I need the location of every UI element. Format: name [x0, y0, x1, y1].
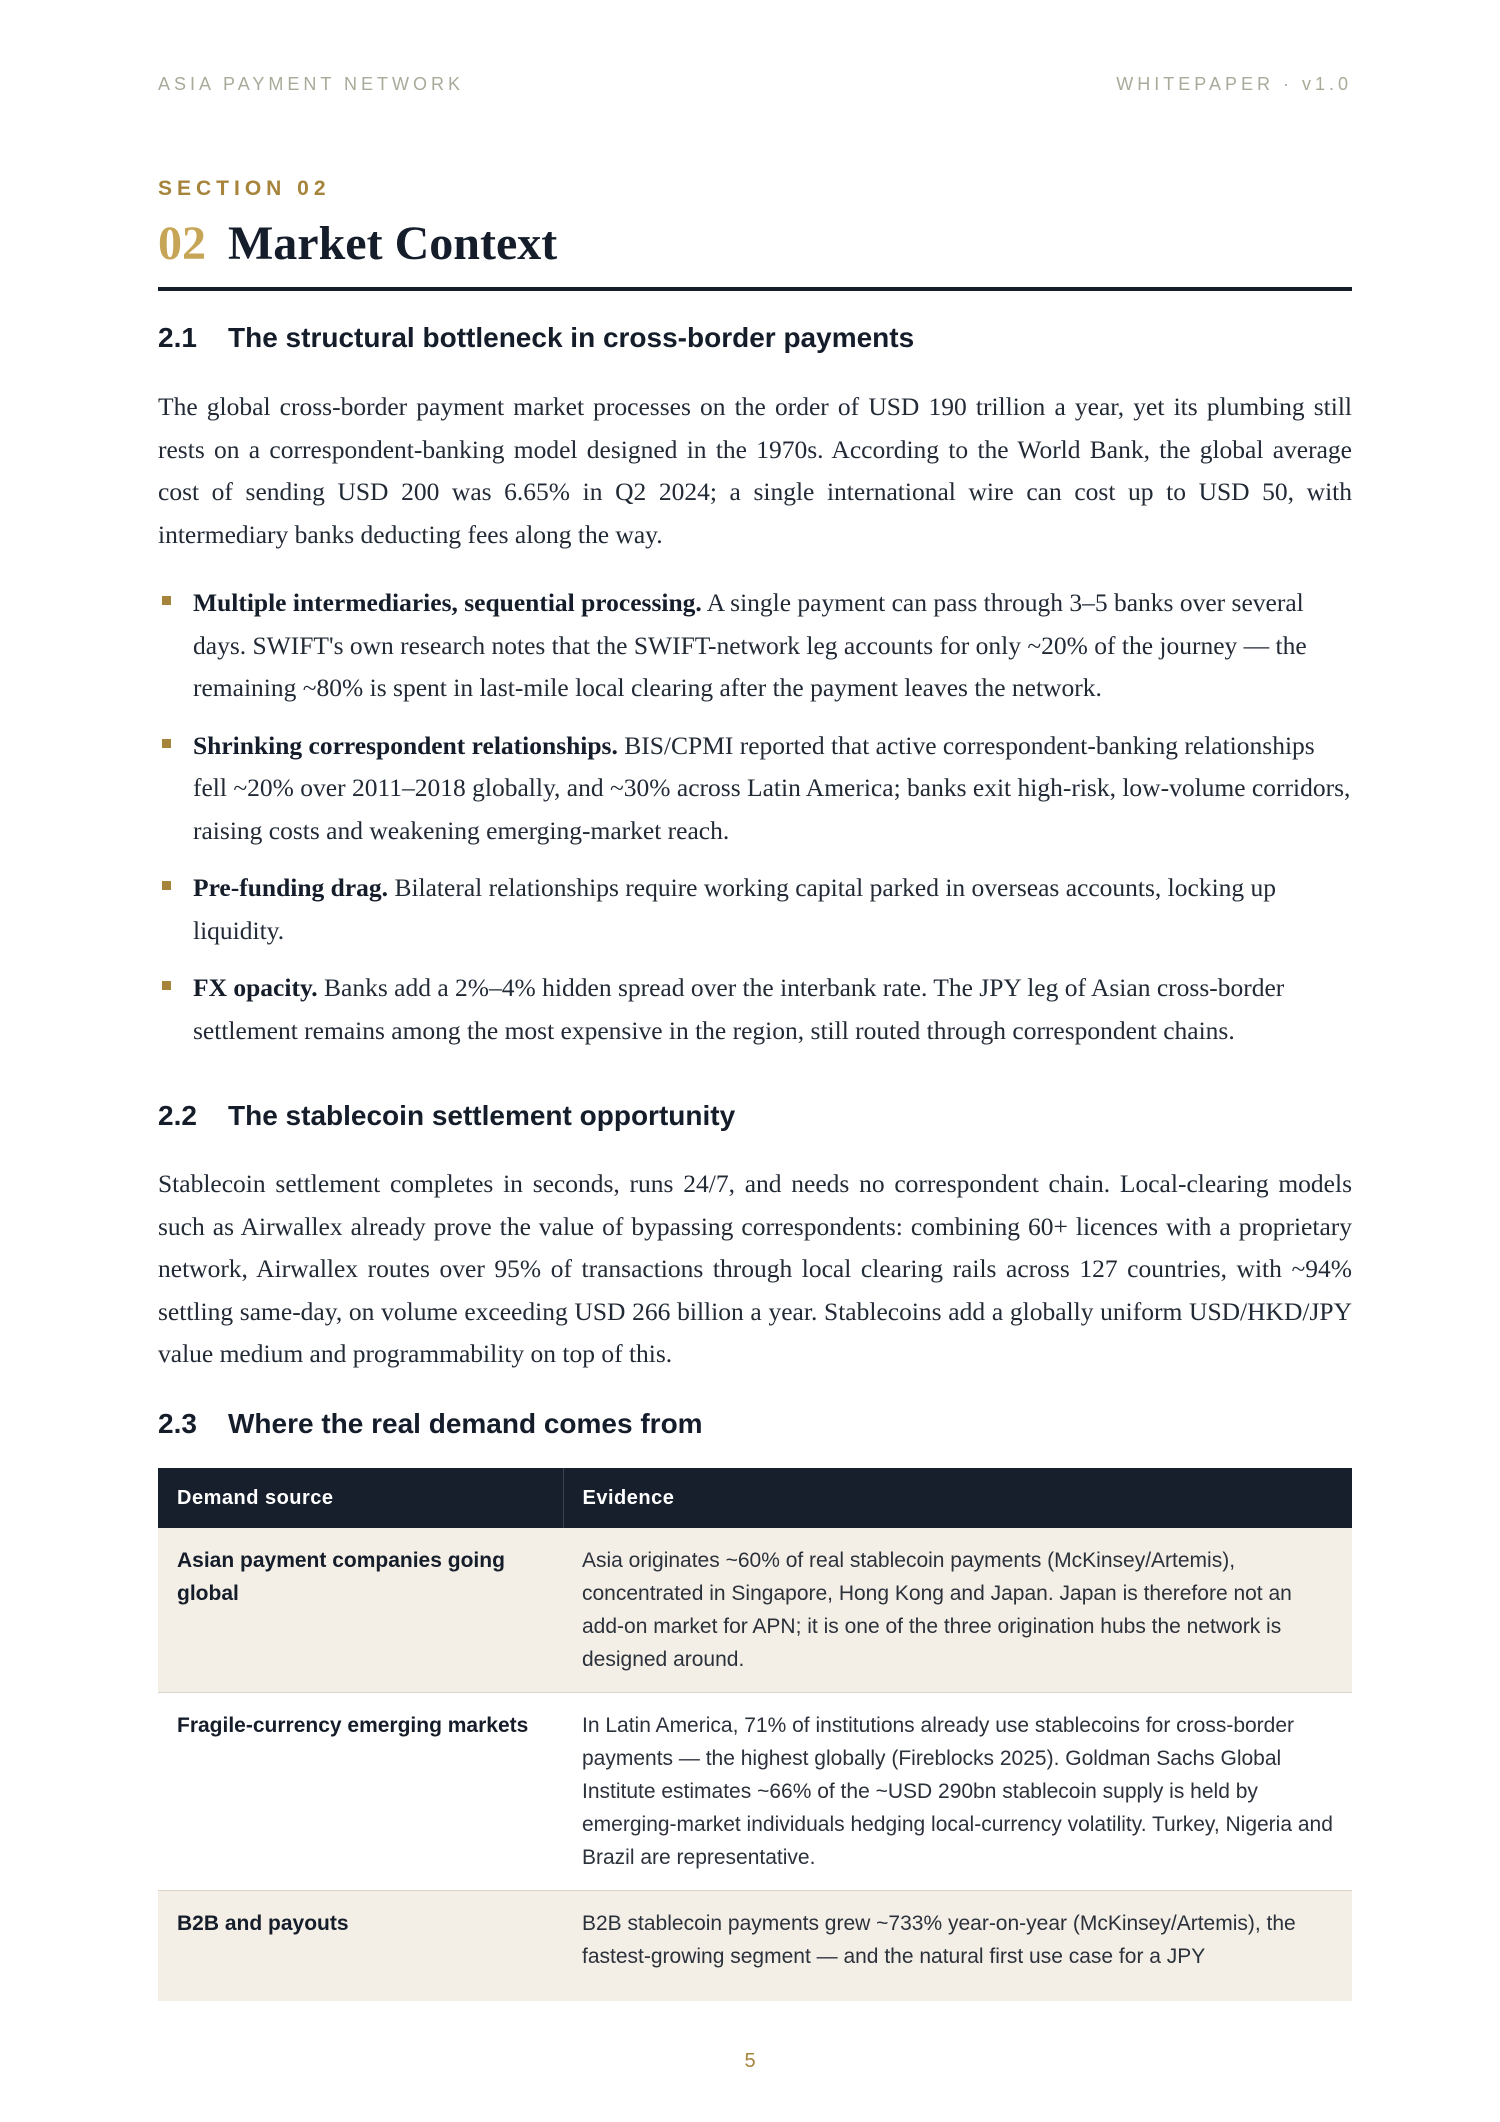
running-header	[158, 74, 1352, 98]
column-header-evidence: Evidence	[563, 1468, 1352, 1528]
bullet-text: A single payment can pass through 3–5 banks over several days. SWIFT's own research notes that the SWIFT-network leg accounts for only ~20% of the journey — the remaining ~80% is spent in last-mile local clearing after the payment leaves the network.	[193, 588, 1307, 702]
bullet-text: Banks add a 2%–4% hidden spread over the interbank rate. The JPY leg of Asian cross-border settlement remains among the most expensive in the region, still routed through correspondent chains.	[193, 973, 1285, 1045]
header-org-name: ASIA PAYMENT NETWORK	[158, 74, 465, 94]
subsection-heading-2-1	[158, 320, 1352, 356]
bullet-lead: Multiple intermediaries, sequential processing.	[193, 588, 702, 617]
bullet-lead: Shrinking correspondent relationships.	[193, 730, 618, 760]
table-row	[158, 1693, 1352, 1891]
evidence-cell: Asia originates ~60% of real stablecoin payments (McKinsey/Artemis), concentrated in Singapore, Hong Kong and Japan. Japan is therefore not an add-on market for APN; it is one of the three origination hubs the network is designed around.	[563, 1528, 1352, 1693]
bullet-lead: FX opacity.	[193, 973, 318, 1002]
title-divider	[158, 287, 1352, 291]
section-title-text: Market Context	[228, 217, 558, 270]
demand-source-cell: B2B and payouts	[158, 1891, 563, 2001]
bullet-item	[158, 867, 1352, 952]
paragraph-2-1: The global cross-border payment market processes on the order of USD 190 trillion a year, yet its plumbing still rests on a correspondent-banking model designed in the 1970s. According to the World Bank, the global average cost of sending USD 200 was 6.65% in Q2 2024; a single international wire can cost up to USD 50, with intermediary banks deducting fees along the way.	[158, 392, 1352, 549]
column-header-demand-source: Demand source	[158, 1468, 563, 1528]
table-header-row	[158, 1468, 1352, 1528]
demand-source-cell: Fragile-currency emerging markets	[158, 1693, 563, 1891]
section-kicker: SECTION 02	[158, 177, 331, 200]
square-bullet-icon	[162, 881, 171, 890]
subsection-number: 2.3	[158, 1408, 197, 1439]
subsection-heading-2-3	[158, 1406, 1352, 1442]
subsection-number: 2.2	[158, 1100, 197, 1131]
page-number: 5	[744, 2050, 756, 2072]
section-title	[158, 212, 1352, 276]
evidence-cell: B2B stablecoin payments grew ~733% year-on-year (McKinsey/Artemis), the fastest-growing segment — and the natural first use case for a JPY	[563, 1891, 1352, 2001]
evidence-cell: In Latin America, 71% of institutions already use stablecoins for cross-border payments — the highest globally (Fireblocks 2025). Goldman Sachs Global Institute estimates ~66% of the ~USD 290bn stablecoin supply is held by emerging-market individuals hedging local-currency volatility. Turkey, Nigeria and Brazil are representative.	[563, 1693, 1352, 1891]
table-row	[158, 1528, 1352, 1693]
bullet-text: BIS/CPMI reported that active correspondent-banking relationships fell ~20% over 2011–2018 globally, and ~30% across Latin America; banks exit high-risk, low-volume corridors, raising costs and weakening emerging-market reach.	[193, 730, 1351, 845]
table-row	[158, 1891, 1352, 2001]
header-doc-version: WHITEPAPER · v1.0	[1116, 74, 1352, 94]
bullet-lead: Pre-funding drag.	[193, 873, 389, 902]
bullet-text: Bilateral relationships require working capital parked in overseas accounts, locking up liquidity.	[193, 873, 1277, 945]
subsection-title: The stablecoin settlement opportunity	[228, 1100, 736, 1131]
paragraph-2-2: Stablecoin settlement completes in seconds, runs 24/7, and needs no correspondent chain. Local-clearing models such as Airwallex already prove the value of bypassing correspondents: combining 60+ licences with a proprietary network, Airwallex routes over 95% of transactions through local clearing rails across 127 countries, with ~94% settling same-day, on volume exceeding USD 266 billion a year. Stablecoins add a globally uniform USD/HKD/JPY value medium and programmability on top of this.	[158, 1169, 1352, 1368]
square-bullet-icon	[162, 596, 171, 605]
bullet-item	[158, 582, 1352, 710]
subsection-title: The structural bottleneck in cross-border payments	[228, 322, 915, 353]
bullet-item	[158, 967, 1352, 1052]
subsection-heading-2-2	[158, 1098, 1352, 1134]
subsection-number: 2.1	[158, 322, 197, 353]
square-bullet-icon	[162, 739, 171, 748]
demand-source-cell: Asian payment companies going global	[158, 1528, 563, 1693]
section-number: 02	[158, 217, 206, 270]
bullet-item	[158, 725, 1352, 853]
square-bullet-icon	[162, 981, 171, 990]
subsection-title: Where the real demand comes from	[228, 1408, 703, 1439]
demand-table	[158, 1468, 1352, 2001]
bullet-list-2-1	[158, 582, 1352, 1067]
